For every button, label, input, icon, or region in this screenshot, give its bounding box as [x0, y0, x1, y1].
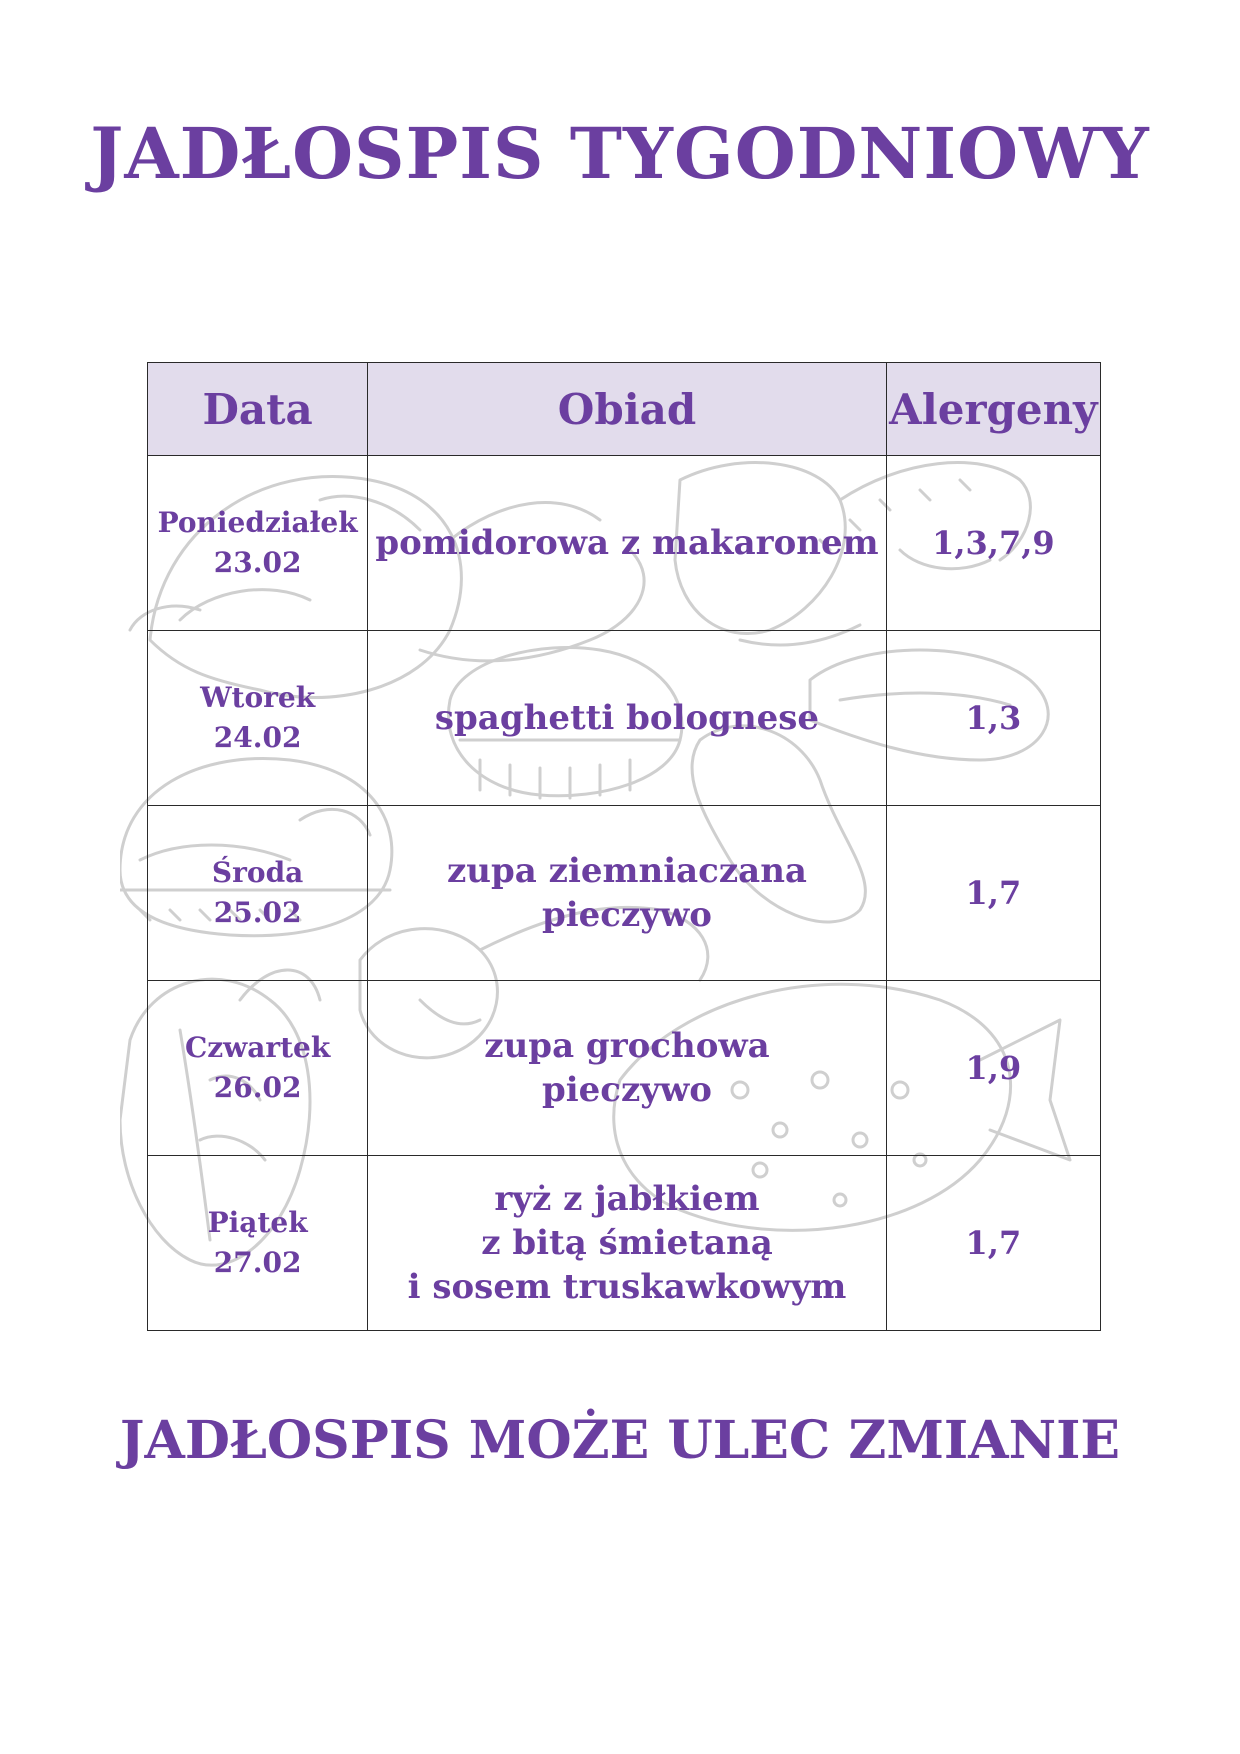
date-cell [148, 631, 368, 806]
meal-cell [368, 806, 887, 981]
date-cell [148, 981, 368, 1156]
menu-table [147, 362, 1101, 1331]
day-name: Środa [211, 856, 304, 889]
meal-cell [368, 1156, 887, 1331]
allergens-cell: 1,7 [886, 806, 1100, 981]
allergens-cell: 1,9 [886, 981, 1100, 1156]
date-cell [148, 806, 368, 981]
day-date: 23.02 [213, 546, 302, 579]
day-date: 26.02 [213, 1071, 302, 1104]
allergens-cell: 1,3,7,9 [886, 456, 1100, 631]
meal-cell [368, 981, 887, 1156]
page-title: JADŁOSPIS TYGODNIOWY [90, 112, 1150, 195]
table-header-row [148, 363, 1101, 456]
allergens-cell: 1,3 [886, 631, 1100, 806]
date-cell [148, 456, 368, 631]
meal-line: pieczywo [541, 1070, 712, 1110]
meal-line: zupa grochowa [484, 1026, 770, 1066]
day-date: 27.02 [213, 1246, 302, 1279]
day-name: Czwartek [184, 1031, 331, 1064]
header-allergens: Alergeny [886, 363, 1100, 456]
meal-line: pieczywo [541, 895, 712, 935]
table-row [148, 981, 1101, 1156]
day-date: 24.02 [213, 721, 302, 754]
day-name: Poniedziałek [157, 506, 358, 539]
table-row [148, 631, 1101, 806]
meal-line: i sosem truskawkowym [407, 1267, 847, 1307]
date-cell [148, 1156, 368, 1331]
meal-line: zupa ziemniaczana [447, 851, 807, 891]
meal-line: z bitą śmietaną [481, 1223, 773, 1263]
meal-cell [368, 456, 887, 631]
meal-line: spaghetti bolognese [434, 698, 820, 738]
table-row [148, 456, 1101, 631]
table-row [148, 1156, 1101, 1331]
meal-line: ryż z jabłkiem [494, 1179, 760, 1219]
meal-line: pomidorowa z makaronem [375, 523, 879, 563]
change-notice: JADŁOSPIS MOŻE ULEC ZMIANIE [119, 1410, 1121, 1471]
day-date: 25.02 [213, 896, 302, 929]
day-name: Wtorek [200, 681, 316, 714]
header-date: Data [148, 363, 368, 456]
meal-cell [368, 631, 887, 806]
allergens-cell: 1,7 [886, 1156, 1100, 1331]
header-meal: Obiad [368, 363, 887, 456]
table-row [148, 806, 1101, 981]
day-name: Piątek [207, 1206, 308, 1239]
